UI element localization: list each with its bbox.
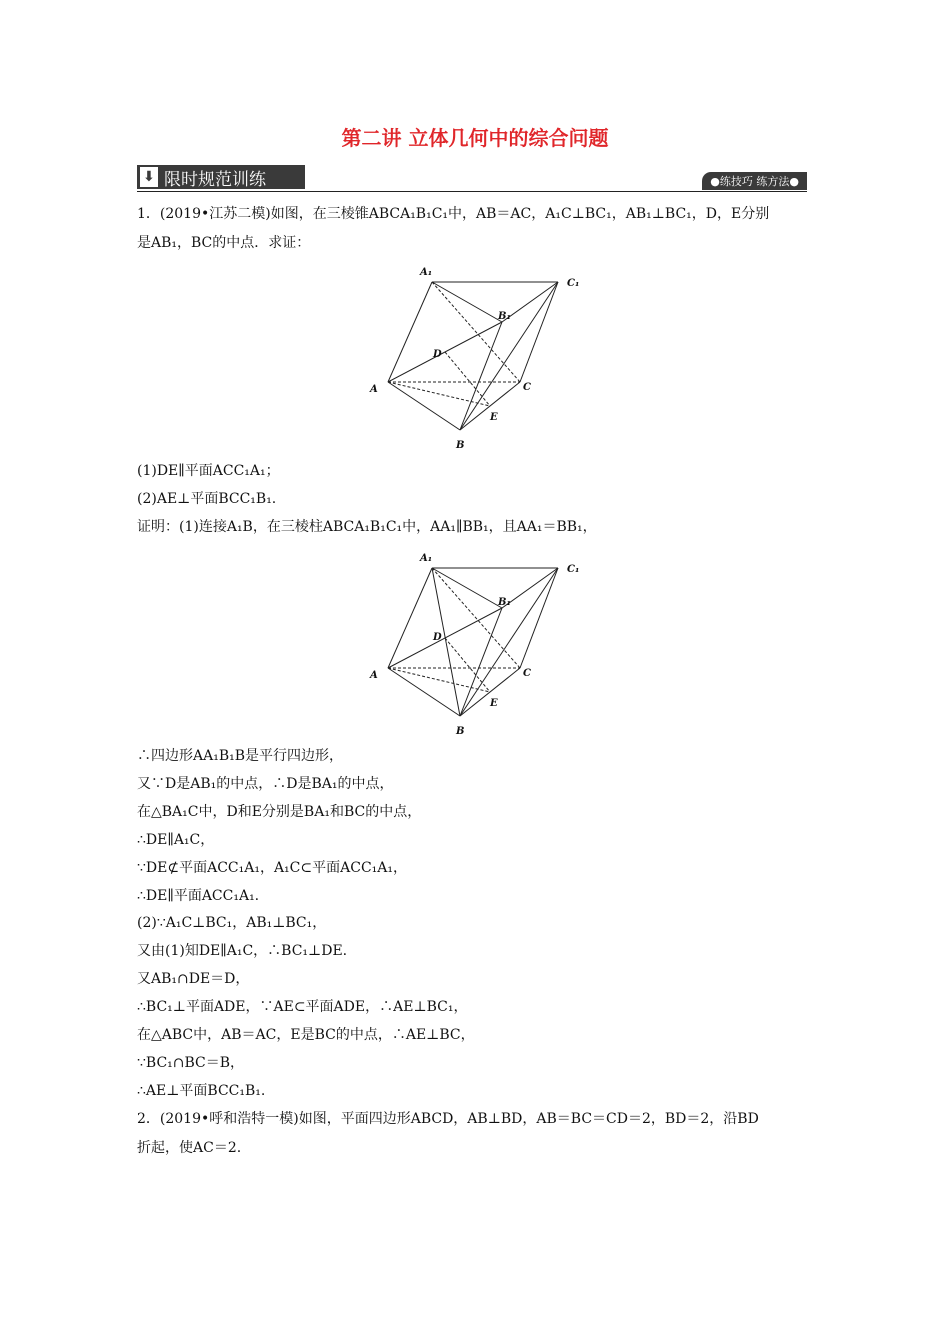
label-A: A: [370, 384, 378, 395]
text-line: ∴四边形AA₁B₁B是平行四边形，: [137, 748, 344, 764]
label-E: E: [490, 698, 498, 709]
text-line: (1)DE∥平面ACC₁A₁；: [137, 463, 280, 479]
text-line: 2．(2019•呼和浩特一模)如图，平面四边形ABCD，AB⊥BD，AB＝BC＝CD＝2，BD＝2，沿BD: [137, 1111, 759, 1127]
banner-label-text: 限时规范训练: [164, 169, 266, 190]
text-line: 又AB₁∩DE＝D，: [137, 971, 250, 987]
text-line: 证明：(1)连接A₁B，在三棱柱ABCA₁B₁C₁中，AA₁∥BB₁，且AA₁＝BB₁，: [137, 519, 597, 535]
banner-tag: ●练技巧 练方法●: [702, 172, 807, 190]
text-line: ∵DE⊄平面ACC₁A₁，A₁C⊂平面ACC₁A₁，: [137, 860, 407, 876]
banner-label: [137, 165, 305, 189]
label-C: C: [523, 382, 531, 393]
label-D: D: [433, 632, 442, 643]
text-line: 是AB₁，BC的中点．求证：: [137, 235, 311, 251]
prism-figure-2: [360, 548, 600, 740]
text-line: 又由(1)知DE∥A₁C，∴BC₁⊥DE.: [137, 943, 348, 959]
text-line: 在△ABC中，AB＝AC，E是BC的中点，∴AE⊥BC，: [137, 1027, 475, 1043]
label-E: E: [490, 412, 498, 423]
label-B1: B₁: [498, 597, 511, 608]
text-line: ∴BC₁⊥平面ADE，∵AE⊂平面ADE，∴AE⊥BC₁，: [137, 999, 468, 1015]
label-B: B: [456, 726, 465, 737]
label-C1: C₁: [567, 278, 580, 289]
label-C: C: [523, 668, 531, 679]
label-A1: A₁: [420, 553, 433, 564]
arrow-down-icon: ⬇: [140, 167, 158, 187]
label-B1: B₁: [498, 311, 511, 322]
page-title: 第二讲 立体几何中的综合问题: [341, 126, 609, 150]
text-line: ∴DE∥平面ACC₁A₁.: [137, 888, 260, 904]
text-line: 又∵D是AB₁的中点，∴D是BA₁的中点，: [137, 776, 394, 792]
text-line: ∴AE⊥平面BCC₁B₁.: [137, 1083, 266, 1099]
section-banner: [137, 165, 807, 192]
text-line: 1．(2019•江苏二模)如图，在三棱锥ABCA₁B₁C₁中，AB＝AC，A₁C⊥BC₁，AB₁⊥BC₁，D，E分别: [137, 206, 770, 222]
text-line: 折起，使AC＝2.: [137, 1140, 242, 1156]
text-line: (2)AE⊥平面BCC₁B₁.: [137, 491, 277, 507]
text-line: 在△BA₁C中，D和E分别是BA₁和BC的中点，: [137, 804, 422, 820]
prism-figure-1: [360, 262, 600, 454]
label-A1: A₁: [420, 267, 433, 278]
text-line: (2)∵A₁C⊥BC₁，AB₁⊥BC₁，: [137, 915, 327, 931]
label-B: B: [456, 440, 465, 451]
label-C1: C₁: [567, 564, 580, 575]
label-D: D: [433, 349, 442, 360]
text-line: ∵BC₁∩BC＝B，: [137, 1055, 245, 1071]
text-line: ∴DE∥A₁C，: [137, 832, 215, 848]
label-A: A: [370, 670, 378, 681]
